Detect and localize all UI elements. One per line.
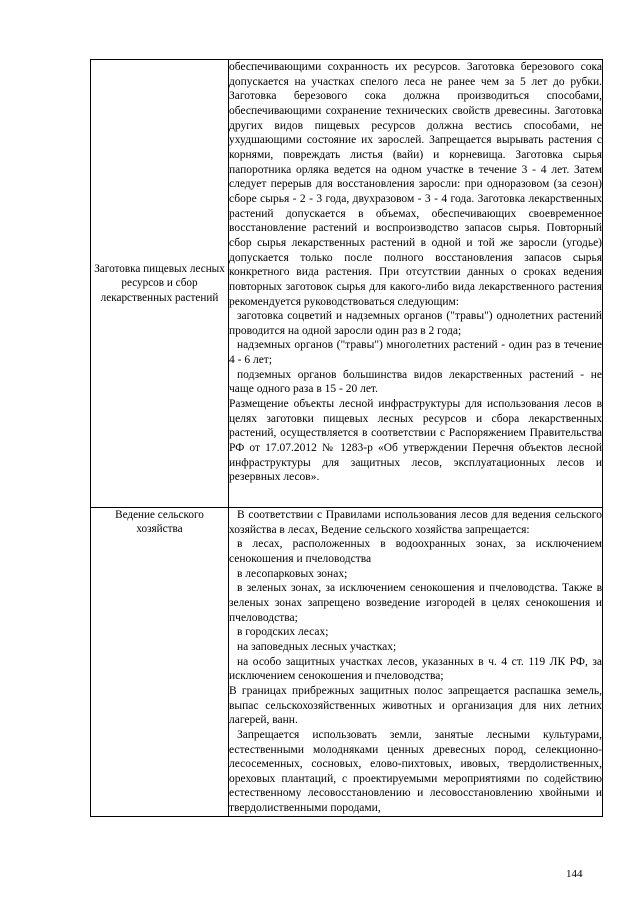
paragraph: в лесах, расположенных в водоохранных зонах, за исключением сенокошения и пчеловодства [229,538,602,565]
requirements-cell [229,508,603,817]
paragraph: в зеленых зонах, за исключением сенокошения и пчеловодства. Также в зеленых зонах запрещено возведение изгородей в целях сенокошения и пчеловодства; [229,582,602,624]
activity-type-cell: Ведение сельского хозяйства [91,508,229,817]
paragraph: Запрещается использовать земли, занятые лесными культурами, естественными молодняками ценных древесных пород, селекционно-лесосеменных, сосновых, елово-пихтовых, ивовых, твердолиственных, ореховых плантаций, с проектируемыми мероприятиями по содействию естественному лесовосстановлению и лесовосстановлению хвойными и твердолиственными породами, [229,728,602,815]
table-row [91,60,603,508]
page-number: 144 [566,868,583,880]
paragraph: обеспечивающими сохранность их ресурсов. Заготовка березового сока допускается на участках спелого леса не ранее чем за 5 лет до рубки. Заготовка березового сока должна производиться способами, обеспечивающими сохранение технических свойств древесины. Заготовка других видов пищевых ресурсов должна вестись способами, не ухудшающими состояние их зарослей. Запрещается вырывать растения с корнями, повреждать листья (вайи) и корневища. Заготовка сырья папоротника орляка ведется на одном участке в течение 3 - 4 лет. Затем следует перерыв для восстановления заросли: при одноразовом (за сезон) сборе сырья - 2 - 3 года, двухразовом - 3 - 4 года. Заготовка лекарственных растений допускается в объемах, обеспечивающих своевременное восстановление растений и воспроизводство запасов сырья. Повторный сбор сырья лекарственных растений в одной и той же заросли (угодье) допускается только после полного восстановления запасов сырья конкретного вида растения. При отсутствии данных о сроках ведения повторных заготовок сырья для какого-либо вида лекарственного растения рекомендуется руководствоваться следующим: [229,61,602,308]
paragraph: в городских лесах; [237,626,329,639]
requirements-cell [229,60,603,508]
activity-type-cell: Заготовка пищевых лесных ресурсов и сбор лекарственных растений [91,60,229,508]
paragraph: заготовка соцветий и надземных органов ("травы") однолетних растений проводится на одной заросли один раз в 2 года; [229,310,602,337]
table-row [91,508,603,817]
paragraph: надземных органов ("травы") многолетних растений - один раз в течение 4 - 6 лет; [229,339,602,367]
paragraph: В границах прибрежных защитных полос запрещается распашка земель, выпас сельскохозяйственных животных и организация для них летних лагерей, ванн. [229,684,602,727]
paragraph: В соответствии с Правилами использования лесов для ведения сельского хозяйства в лесах, Ведение сельского хозяйства запрещается: [229,509,602,536]
paragraph: Размещение объекты лесной инфраструктуры для использования лесов в целях заготовки пищевых лесных ресурсов и сбора лекарственных растений, осуществляется в соответствии с Распоряжением Правительства РФ от 17.07.2012 № 1283-р «Об утверждении Перечня объектов лесной инфраструктуры для защитных лесов, эксплуатационных лесов и резервных лесов». [229,398,602,484]
regulation-table [90,59,603,817]
paragraph: в лесопарковых зонах; [237,567,348,580]
paragraph: на заповедных лесных участках; [237,640,397,653]
paragraph: подземных органов большинства видов лекарственных растений - не чаще одного раза в 15 - 20 лет. [229,368,602,396]
paragraph: на особо защитных участках лесов, указанных в ч. 4 ст. 119 ЛК РФ, за исключением сенокошения и пчеловодства; [229,655,602,683]
